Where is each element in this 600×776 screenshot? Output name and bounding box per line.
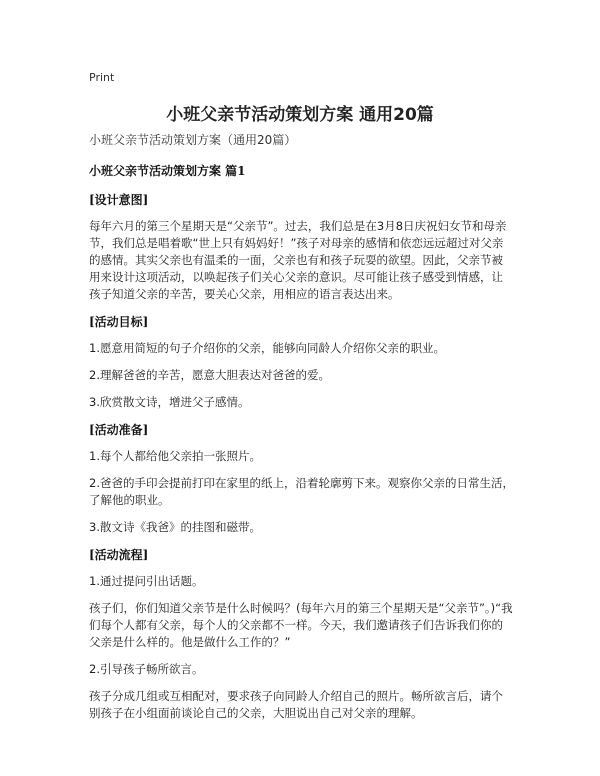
section-design-intent (89, 191, 514, 303)
section-activity-preparation (89, 421, 514, 536)
paragraph: 1.愿意用简短的句子介绍你的父亲，能够向同龄人介绍你父亲的职业。 (89, 341, 445, 355)
paragraph: 2.理解爸爸的辛苦，愿意大胆表达对爸爸的爱。 (89, 368, 330, 382)
paragraph: 1.通过提问引出话题。 (89, 574, 204, 588)
section-activity-goals (89, 313, 514, 411)
section-heading: [活动流程] (89, 548, 149, 562)
paragraph: 孩子分成几组或互相配对，要求孩子向同龄人介绍自己的照片。畅所欲言后，请个别孩子在小组面前谈论自己的父亲，大胆说出自己对父亲的理解。 (89, 689, 503, 720)
section-heading: [设计意图] (89, 193, 149, 207)
paragraph: 孩子们，你们知道父亲节是什么时候吗？(每年六月的第三个星期天是“父亲节”。)“我们每个人都有父亲，每个人的父亲都不一样。今天，我们邀请孩子们告诉我们你的父亲是什么样的。他是做什么工作的？” (89, 601, 513, 649)
paragraph: 2.爸爸的手印会提前打印在家里的纸上，沿着轮廓剪下来。观察你父亲的日常生活，了解他的职业。 (89, 476, 514, 507)
document-title: 小班父亲节活动策划方案 通用20篇 (166, 105, 434, 125)
paragraph: 2.引导孩子畅所欲言。 (89, 662, 204, 676)
document-body (89, 131, 514, 732)
paragraph: 1.每个人都给他父亲拍一张照片。 (89, 449, 261, 463)
document-subtitle: 小班父亲节活动策划方案（通用20篇） (89, 133, 297, 147)
paragraph: 3.欣赏散文诗，增进父子感情。 (89, 395, 250, 409)
paragraph: 每年六月的第三个星期天是“父亲节”。过去，我们总是在3月8日庆祝妇女节和母亲节，我们总是唱着歌“世上只有妈妈好！”孩子对母亲的感情和依恋远远超过对父亲的感情。其实父亲也有温柔的一面，父亲也有和孩子玩耍的欲望。因此，父亲节被用来设计这项活动，以唤起孩子们关心父亲的意识。尽可能让孩子感受到情感，让孩子知道父亲的辛苦，要关心父亲，用相应的语言表达出来。 (89, 219, 507, 301)
section-heading: [活动目标] (89, 315, 149, 329)
print-link[interactable]: Print (89, 71, 115, 84)
section-heading: [活动准备] (89, 423, 149, 437)
section-activity-process (89, 546, 514, 722)
section-title: 小班父亲节活动策划方案 篇1 (89, 164, 246, 178)
paragraph: 3.散文诗《我爸》的挂图和磁带。 (89, 520, 261, 534)
